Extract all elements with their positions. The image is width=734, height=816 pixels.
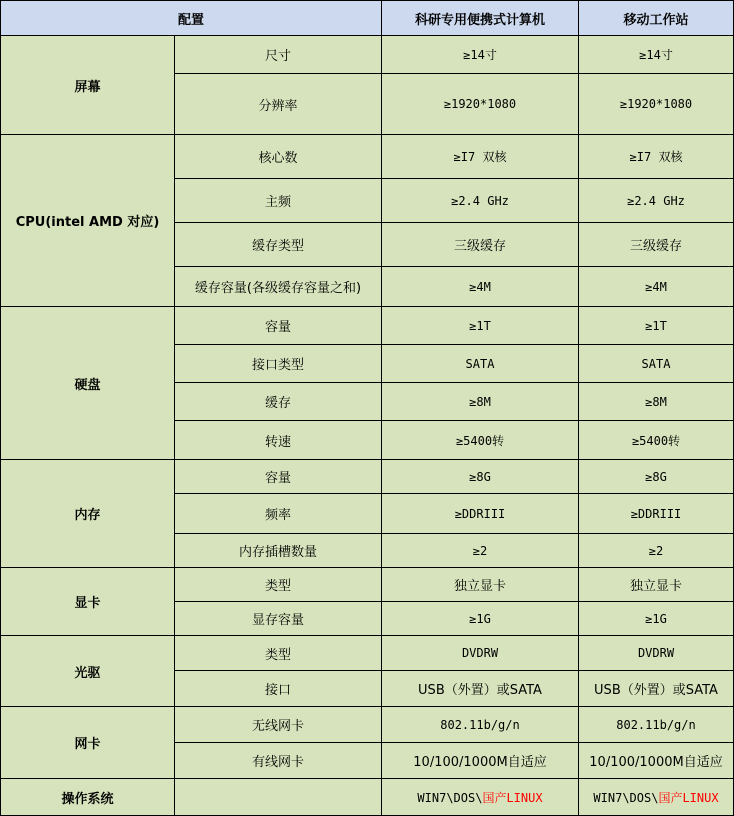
item-label: 显存容量 — [175, 602, 382, 636]
value-cell: ≥14寸 — [579, 36, 734, 74]
value-cell: ≥5400转 — [382, 421, 579, 460]
item-label: 分辨率 — [175, 74, 382, 135]
item-label: 内存插槽数量 — [175, 534, 382, 568]
value-cell: SATA — [579, 345, 734, 383]
category-gpu: 显卡 — [1, 568, 175, 636]
value-cell: ≥I7 双核 — [579, 135, 734, 179]
value-cell: USB（外置）或SATA — [382, 671, 579, 707]
table-row-os — [1, 779, 734, 816]
value-cell: 三级缓存 — [579, 223, 734, 267]
value-cell: ≥2 — [382, 534, 579, 568]
value-cell: SATA — [382, 345, 579, 383]
value-cell: USB（外置）或SATA — [579, 671, 734, 707]
item-label: 有线网卡 — [175, 743, 382, 779]
item-label: 接口 — [175, 671, 382, 707]
value-cell: ≥2 — [579, 534, 734, 568]
item-label: 缓存容量(各级缓存容量之和) — [175, 267, 382, 307]
category-memory: 内存 — [1, 460, 175, 568]
value-cell: 10/100/1000M自适应 — [382, 743, 579, 779]
item-label: 容量 — [175, 307, 382, 345]
item-label: 类型 — [175, 636, 382, 671]
item-label: 主频 — [175, 179, 382, 223]
value-cell: 独立显卡 — [579, 568, 734, 602]
header-mobile-workstation: 移动工作站 — [579, 1, 734, 36]
item-label: 尺寸 — [175, 36, 382, 74]
table-row — [1, 460, 734, 494]
table-row — [1, 36, 734, 74]
value-cell: 独立显卡 — [382, 568, 579, 602]
os-prefix: WIN7\DOS\ — [593, 790, 659, 805]
value-cell: ≥1920*1080 — [382, 74, 579, 135]
value-cell — [579, 779, 734, 816]
category-cpu: CPU(intel AMD 对应) — [1, 135, 175, 307]
value-cell: ≥5400转 — [579, 421, 734, 460]
item-label: 类型 — [175, 568, 382, 602]
value-cell: ≥4M — [382, 267, 579, 307]
value-cell: ≥2.4 GHz — [382, 179, 579, 223]
item-label: 转速 — [175, 421, 382, 460]
value-cell: ≥1T — [579, 307, 734, 345]
category-nic: 网卡 — [1, 707, 175, 779]
value-cell: ≥DDRIII — [579, 494, 734, 534]
item-label: 缓存类型 — [175, 223, 382, 267]
value-cell: 802.11b/g/n — [382, 707, 579, 743]
table-row — [1, 707, 734, 743]
category-screen: 屏幕 — [1, 36, 175, 135]
value-cell: DVDRW — [382, 636, 579, 671]
value-cell: ≥1920*1080 — [579, 74, 734, 135]
os-prefix: WIN7\DOS\ — [417, 790, 483, 805]
category-disk: 硬盘 — [1, 307, 175, 460]
value-cell: DVDRW — [579, 636, 734, 671]
os-domestic-linux: 国产LINUX — [482, 790, 543, 805]
header-portable-computer: 科研专用便携式计算机 — [382, 1, 579, 36]
value-cell — [382, 779, 579, 816]
value-cell: ≥DDRIII — [382, 494, 579, 534]
value-cell: ≥I7 双核 — [382, 135, 579, 179]
item-label: 接口类型 — [175, 345, 382, 383]
item-label: 无线网卡 — [175, 707, 382, 743]
value-cell: ≥14寸 — [382, 36, 579, 74]
item-label: 缓存 — [175, 383, 382, 421]
value-cell: ≥1G — [579, 602, 734, 636]
value-cell: ≥1T — [382, 307, 579, 345]
table-row — [1, 135, 734, 179]
value-cell: ≥4M — [579, 267, 734, 307]
table-row — [1, 568, 734, 602]
header-row — [1, 1, 734, 36]
value-cell: ≥8M — [579, 383, 734, 421]
value-cell: ≥8G — [579, 460, 734, 494]
value-cell: 三级缓存 — [382, 223, 579, 267]
header-config: 配置 — [1, 1, 382, 36]
category-optical: 光驱 — [1, 636, 175, 707]
item-label: 核心数 — [175, 135, 382, 179]
value-cell: ≥2.4 GHz — [579, 179, 734, 223]
value-cell: ≥8G — [382, 460, 579, 494]
value-cell: 10/100/1000M自适应 — [579, 743, 734, 779]
category-os: 操作系统 — [1, 779, 175, 816]
value-cell: ≥1G — [382, 602, 579, 636]
item-label: 频率 — [175, 494, 382, 534]
os-domestic-linux: 国产LINUX — [658, 790, 719, 805]
value-cell: ≥8M — [382, 383, 579, 421]
item-label: 容量 — [175, 460, 382, 494]
table-row — [1, 636, 734, 671]
item-label — [175, 779, 382, 816]
value-cell: 802.11b/g/n — [579, 707, 734, 743]
table-row — [1, 307, 734, 345]
